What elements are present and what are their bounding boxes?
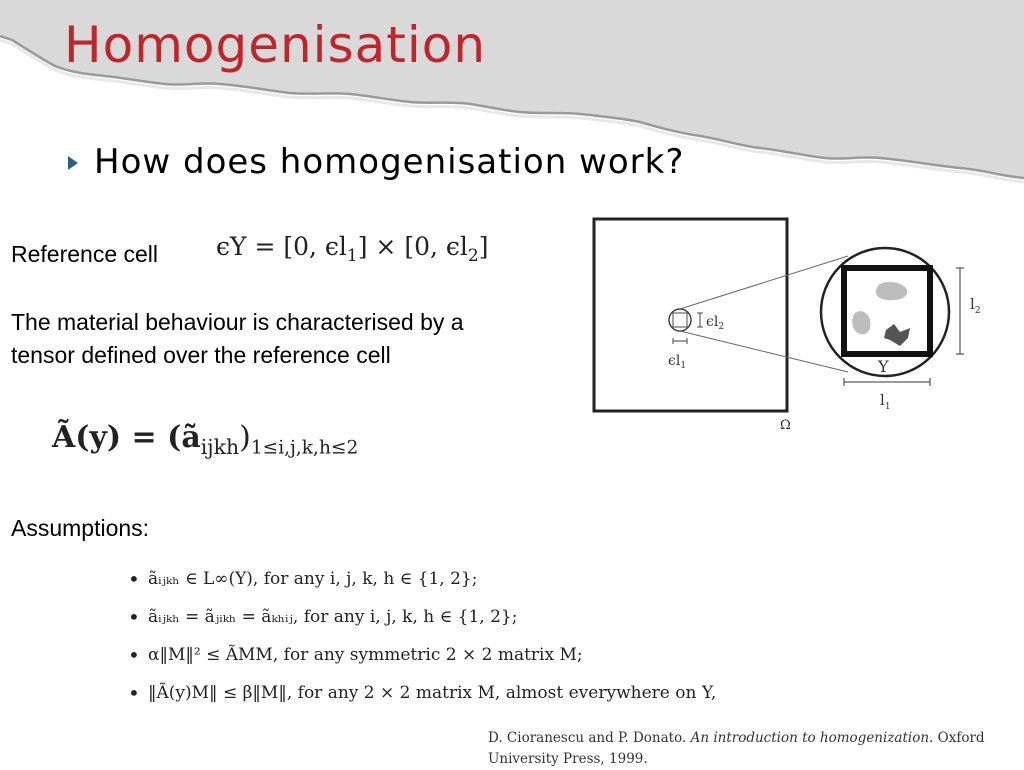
assumption-item: • ‖Ã(y)M‖ ≤ β‖M‖, for any 2 × 2 matrix M, almost everywhere on Y, bbox=[128, 680, 716, 718]
small-cell-square bbox=[673, 313, 687, 327]
formula-part-lhs: ϵY = [0, ϵl bbox=[216, 232, 347, 261]
slide-title: Homogenisation bbox=[64, 16, 487, 74]
bullet-arrow-icon bbox=[66, 154, 80, 172]
assumptions-label: Assumptions: bbox=[11, 515, 150, 541]
formula-sub-1: 1 bbox=[346, 245, 358, 266]
reference-cell-diagram bbox=[588, 212, 988, 442]
omega-label: Ω bbox=[780, 418, 791, 433]
reference-cell-formula bbox=[216, 232, 488, 266]
tensor-formula-close: ) bbox=[239, 420, 251, 455]
big-l2-label: $l_2$ bbox=[970, 295, 981, 316]
assumptions-list bbox=[128, 566, 716, 718]
citation bbox=[488, 728, 1020, 770]
citation-authors: D. Cioranescu and P. Donato. bbox=[488, 730, 687, 746]
assumption-item: • ãᵢⱼₖₕ ∈ L∞(Y), for any i, j, k, h ∈ {1, 2}; bbox=[128, 566, 716, 604]
assumption-item: • α‖M‖² ≤ ÃMM, for any symmetric 2 × 2 matrix M; bbox=[128, 642, 716, 680]
cell-y-label: Y bbox=[878, 357, 889, 376]
citation-publisher: Oxford University Press, 1999. bbox=[488, 730, 985, 767]
tensor-formula-range: 1≤i,j,k,h≤2 bbox=[250, 437, 359, 459]
citation-book: An introduction to homogenization. bbox=[690, 730, 934, 746]
tensor-formula bbox=[52, 420, 358, 459]
small-l2-label: $\epsilon l_2$ bbox=[706, 314, 725, 332]
bullet-question: How does homogenisation work? bbox=[94, 142, 685, 182]
tensor-formula-sub: ijkh bbox=[200, 435, 240, 460]
small-l1-label: $\epsilon l_1$ bbox=[668, 353, 687, 371]
formula-part-end: ] bbox=[478, 232, 489, 261]
zoom-line-bottom bbox=[680, 331, 848, 372]
material-description: The material behaviour is characterised by a tensor defined over the reference cell bbox=[11, 309, 464, 368]
big-l1-label: $l_1$ bbox=[880, 391, 891, 412]
formula-sub-2: 2 bbox=[467, 245, 479, 266]
formula-part-mid: ] × [0, ϵl bbox=[357, 232, 468, 261]
tensor-formula-lhs: Ã(y) = (ã bbox=[52, 420, 201, 455]
zoom-source-circle bbox=[669, 309, 691, 331]
reference-cell-label: Reference cell bbox=[11, 241, 159, 267]
assumption-item: • ãᵢⱼₖₕ = ãⱼᵢₖₕ = ãₖₕᵢⱼ, for any i, j, k, h ∈ {1, 2}; bbox=[128, 604, 716, 642]
